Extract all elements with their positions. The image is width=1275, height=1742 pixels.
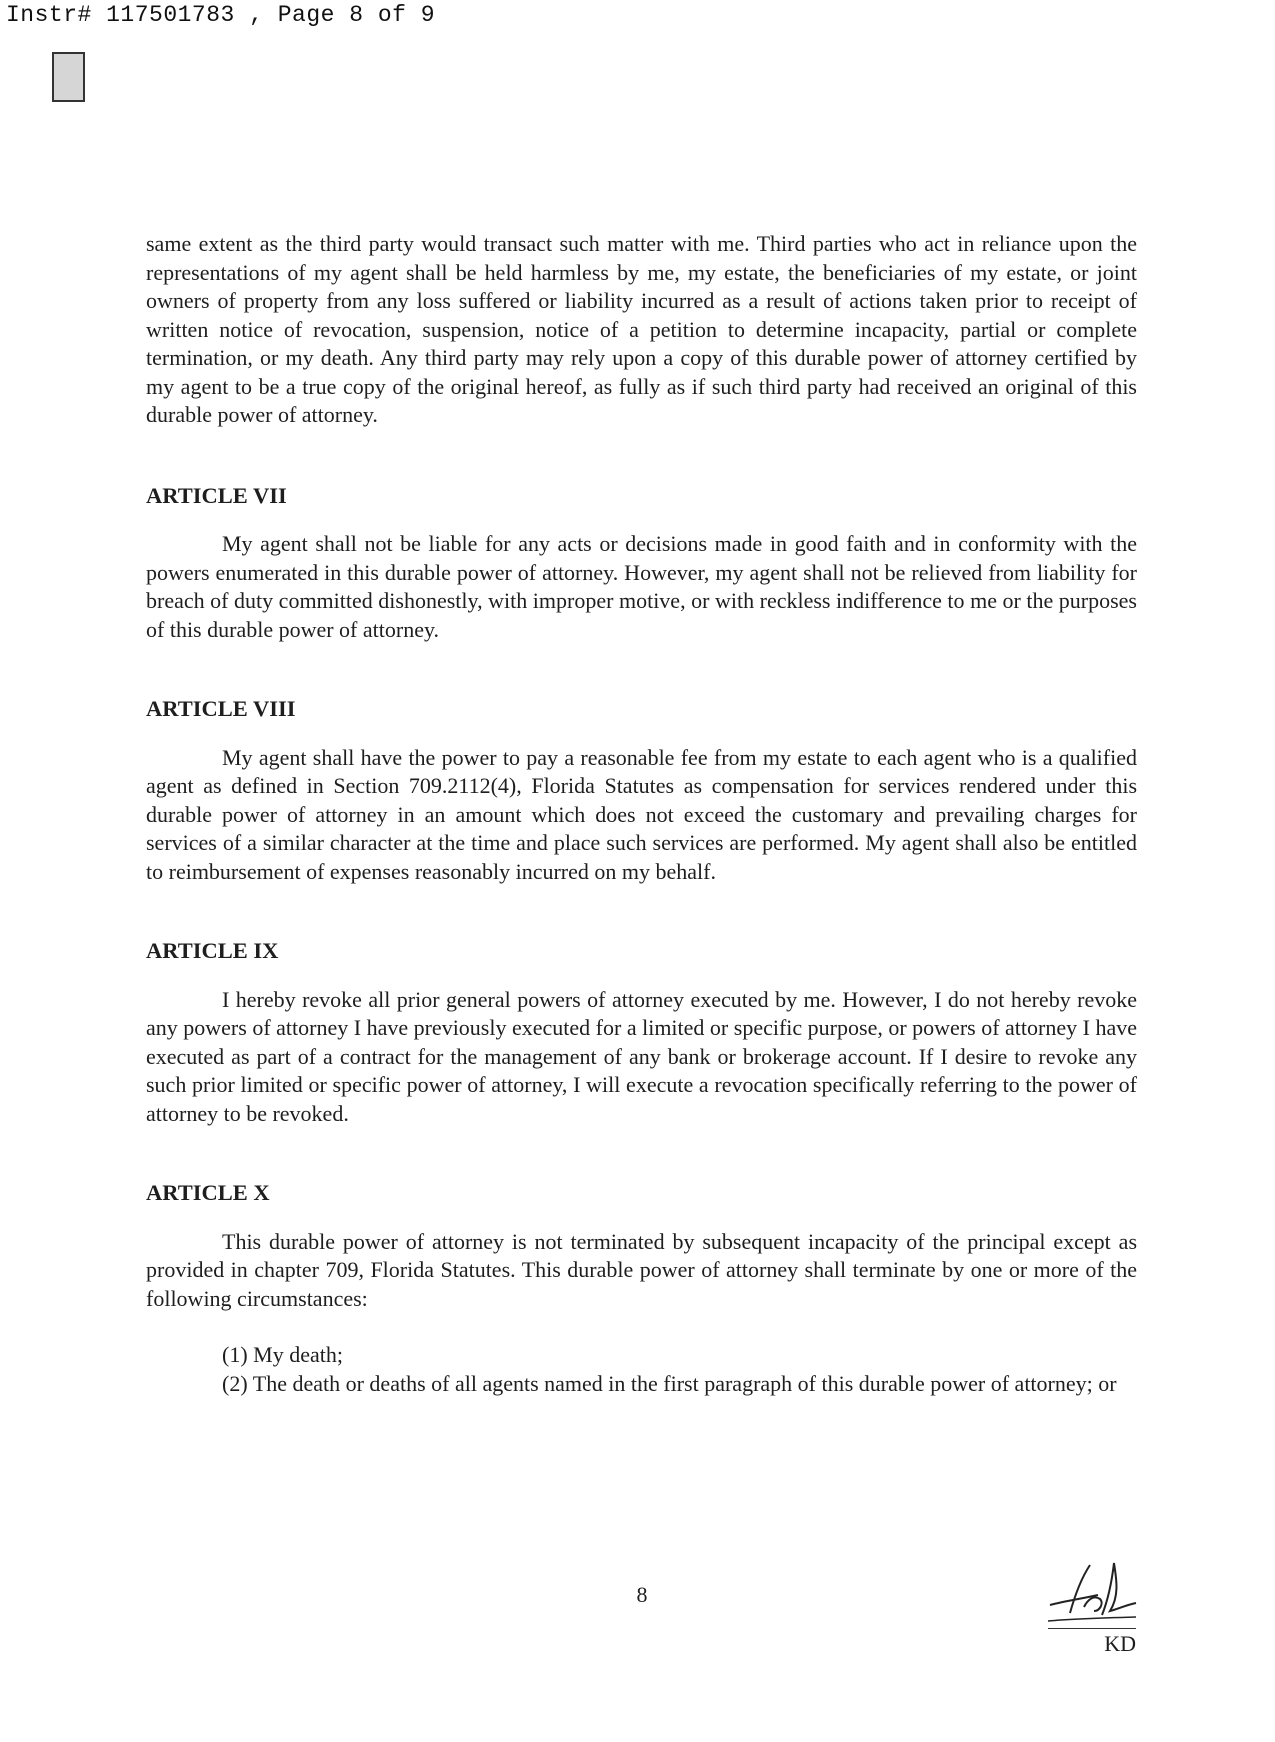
initials-label: KD: [1104, 1631, 1136, 1656]
continuation-paragraph: same extent as the third party would transact such matter with me. Third parties who act in reliance upon the representations of my agent shall be held harmless by me, my estate, the beneficiaries of my estate, or joint owners of property from any loss suffered or liability incurred as a result of actions taken prior to receipt of written notice of revocation, suspension, notice of a petition to determine incapacity, partial or complete termination, or my death. Any third party may rely upon a copy of this durable power of attorney certified by my agent to be a true copy of the original hereof, as fully as if such third party had received an original of this durable power of attorney.: [146, 231, 1137, 427]
page-number: 8: [636, 1582, 648, 1607]
article-viii-paragraph: My agent shall have the power to pay a reasonable fee from my estate to each agent who is a qualified agent as defined in Section 709.2112(4), Florida Statutes as compensation for services rendered under this durable power of attorney in an amount which does not exceed the customary and prevailing charges for services of a similar character at the time and place such services are performed. My agent shall also be entitled to reimbursement of expenses reasonably incurred on my behalf.: [146, 744, 1137, 884]
recording-stamp-box: [52, 52, 85, 102]
article-vii-heading: ARTICLE VII: [146, 482, 287, 508]
recording-header: Instr# 117501783 , Page 8 of 9: [6, 2, 436, 28]
document-body: [146, 230, 1137, 1398]
article-ix-heading: ARTICLE IX: [146, 938, 279, 963]
article-ix-paragraph: I hereby revoke all prior general powers of attorney executed by me. However, I do not hereby revoke any powers of attorney I have previously executed for a limited or specific purpose, or powers of attorney I have executed as part of a contract for the management of any bank or brokerage account. If I desire to revoke any such prior limited or specific power of attorney, I will execute a revocation specifically referring to the power of attorney to be revoked.: [146, 986, 1137, 1126]
termination-item-2: (2) The death or deaths of all agents named in the first paragraph of this durable power of attorney; or: [222, 1370, 1117, 1396]
initials-line: [1048, 1628, 1136, 1629]
article-x-paragraph: This durable power of attorney is not terminated by subsequent incapacity of the principal except as provided in chapter 709, Florida Statutes. This durable power of attorney shall terminate by one or more of the following circumstances:: [146, 1228, 1137, 1311]
handwritten-initials-signature: [1040, 1555, 1140, 1635]
termination-item-1: (1) My death;: [222, 1342, 343, 1367]
article-viii-heading: ARTICLE VIII: [146, 696, 296, 721]
article-x-heading: ARTICLE X: [146, 1180, 270, 1205]
article-vii-paragraph: My agent shall not be liable for any acts or decisions made in good faith and in conformity with the powers enumerated in this durable power of attorney. However, my agent shall not be relieved from liability for breach of duty committed dishonestly, with improper motive, or with reckless indifference to me or the purposes of this durable power of attorney.: [146, 531, 1137, 642]
